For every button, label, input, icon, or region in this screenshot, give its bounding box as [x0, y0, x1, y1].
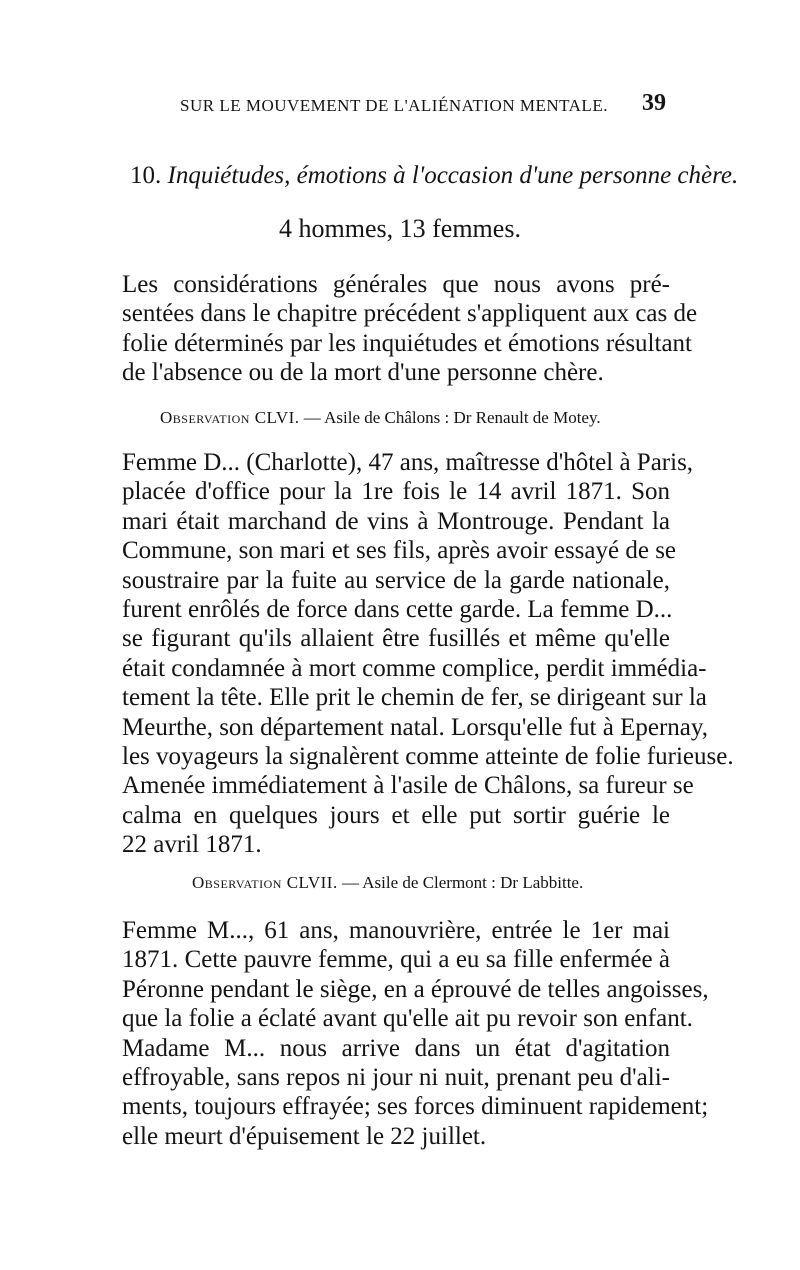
text-line: 22 avril 1871. [122, 831, 262, 859]
page-number: 39 [642, 90, 666, 116]
text-line: Amenée immédiatement à l'asile de Châlons, sa fureur se [122, 772, 694, 800]
text-line: placée d'office pour la 1re fois le 14 avril 1871. Son [122, 478, 670, 506]
text-line: que la folie a éclaté avant qu'elle ait pu revoir son enfant. [122, 1005, 693, 1033]
text-line: 1871. Cette pauvre femme, qui a eu sa fille enfermée à [122, 946, 670, 974]
observation-details: — Asile de Châlons : Dr Renault de Motey. [303, 408, 601, 427]
text-line: folie déterminés par les inquiétudes et émotions résultant [122, 329, 692, 357]
observation-label: Observation CLVI. [160, 408, 300, 427]
observation-text [122, 916, 709, 1151]
observation-text [122, 448, 734, 860]
running-header: SUR LE MOUVEMENT DE L'ALIÉNATION MENTALE. [180, 96, 608, 115]
observation-details: — Asile de Clermont : Dr Labbitte. [341, 873, 584, 892]
text-line: mari était marchand de vins à Montrouge. Pendant la [122, 507, 670, 535]
text-line: Meurthe, son département natal. Lorsqu'elle fut à Epernay, [122, 713, 708, 741]
text-line: Les considérations générales que nous avons pré- [122, 271, 670, 298]
intro-paragraph [122, 270, 698, 388]
text-line: Commune, son mari et ses fils, après avoir essayé de se [122, 537, 677, 565]
section-heading [130, 162, 739, 190]
text-line: tement la tête. Elle prit le chemin de fer, se dirigeant sur la [122, 684, 707, 712]
text-line: furent enrôlés de force dans cette garde. La femme D... [122, 596, 673, 624]
section-number: 10. [130, 162, 162, 189]
text-line: se figurant qu'ils allaient être fusillés et même qu'elle [122, 625, 670, 653]
text-line: Péronne pendant le siège, en a éprouvé de telles angoisses, [122, 975, 709, 1003]
text-line: elle meurt d'épuisement le 22 juillet. [122, 1122, 487, 1150]
text-line: ments, toujours effrayée; ses forces diminuent rapidement; [122, 1093, 709, 1121]
text-line: Madame M... nous arrive dans un état d'agitation [122, 1034, 670, 1062]
observation-heading [192, 873, 712, 893]
observation-label: Observation CLVII. [192, 873, 338, 892]
section-title: Inquiétudes, émotions à l'occasion d'une personne chère. [167, 162, 739, 189]
text-line: sentées dans le chapitre précédent s'appliquent aux cas de [122, 300, 698, 328]
text-line: les voyageurs la signalèrent comme atteinte de folie furieuse. [122, 743, 734, 771]
case-counts: 4 hommes, 13 femmes. [279, 214, 521, 243]
text-line: effroyable, sans repos ni jour ni nuit, prenant peu d'ali- [122, 1064, 670, 1092]
text-line: calma en quelques jours et elle put sortir guérie le [122, 801, 670, 829]
text-line: Femme D... (Charlotte), 47 ans, maîtresse d'hôtel à Paris, [122, 449, 694, 476]
text-line: de l'absence ou de la mort d'une personne chère. [122, 359, 604, 387]
text-line: soustraire par la fuite au service de la garde nationale, [122, 566, 670, 594]
observation-heading [160, 408, 680, 428]
text-line: Femme M..., 61 ans, manouvrière, entrée le 1er mai [122, 917, 670, 944]
text-line: était condamnée à mort comme complice, perdit immédia- [122, 654, 707, 682]
